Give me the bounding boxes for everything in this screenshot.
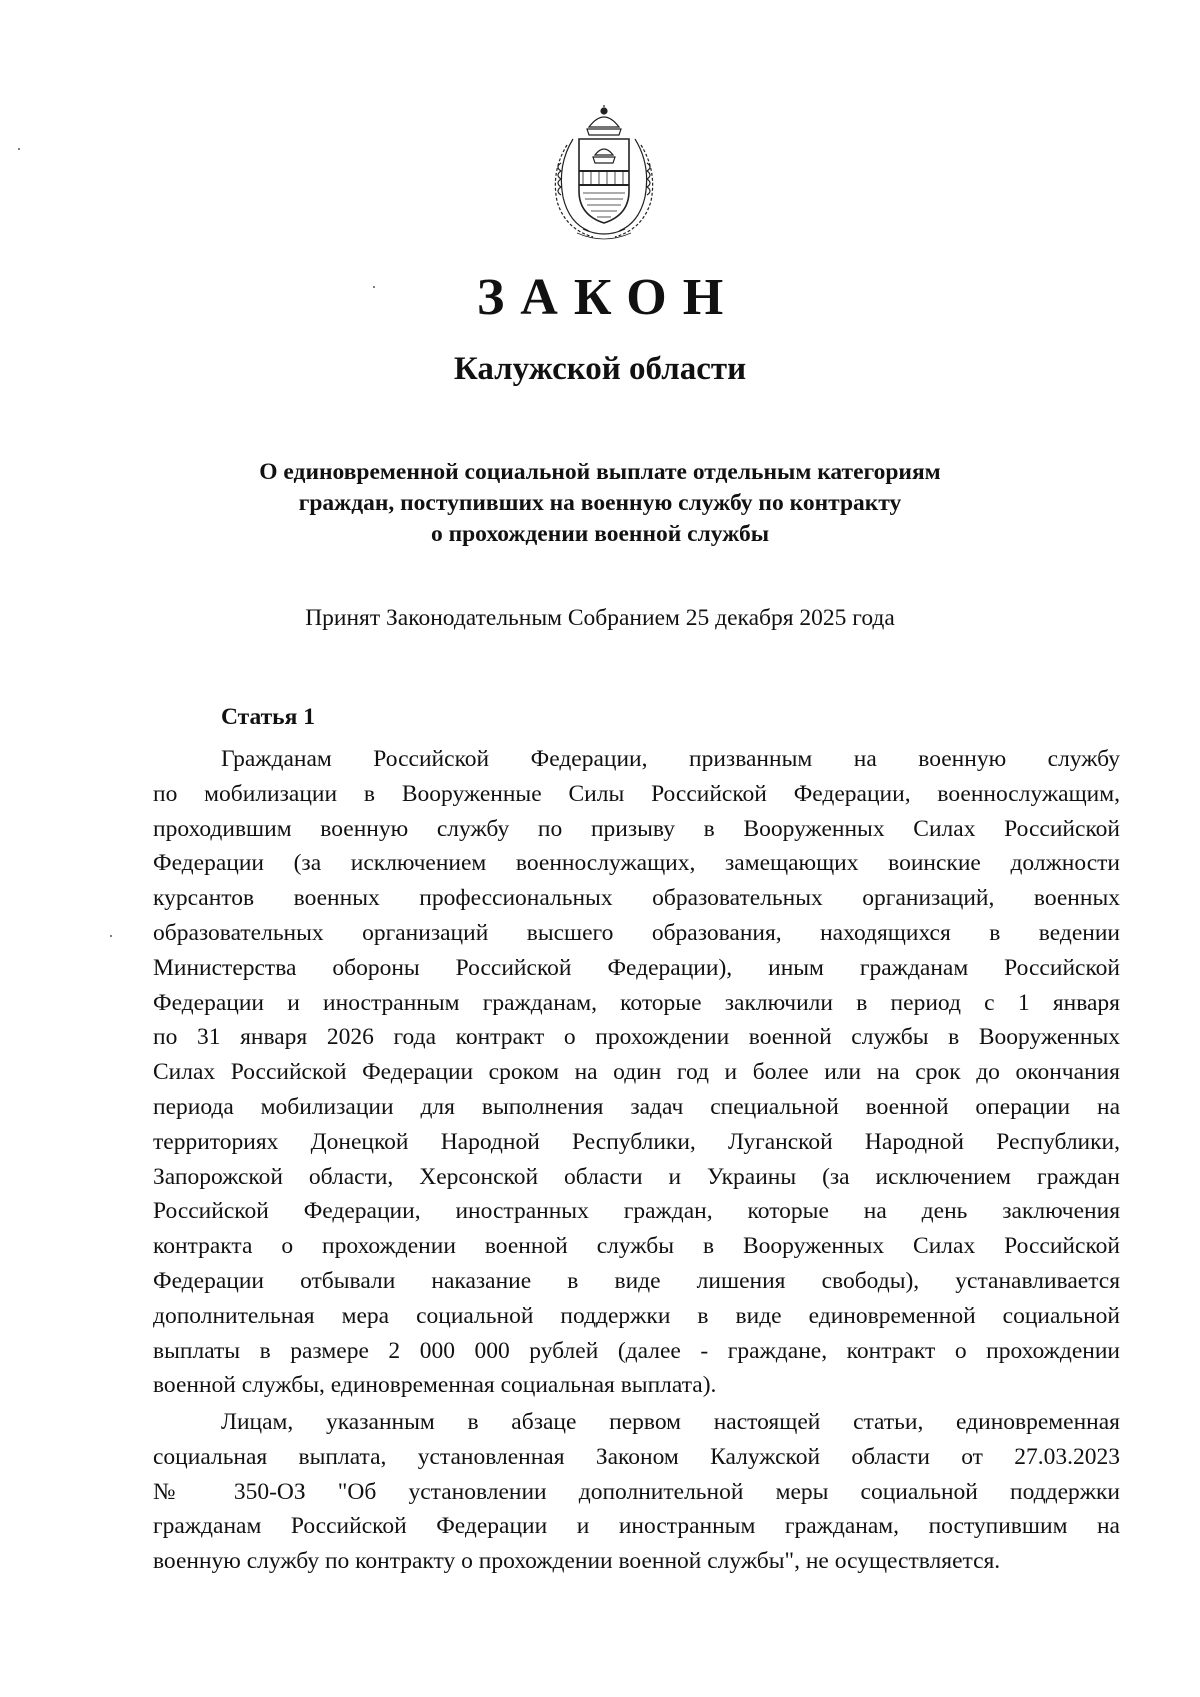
article-heading: Статья 1	[221, 704, 315, 730]
paragraph-line: Российской Федерации, иностранных граждан, которые на день заключения	[153, 1198, 1120, 1225]
paragraph-line: Федерации (за исключением военнослужащих, замещающих воинские должности	[153, 850, 1120, 877]
law-title	[180, 457, 1020, 550]
paragraph-line: Федерации и иностранным гражданам, которые заключили в период с 1 января	[153, 989, 1120, 1016]
paragraph-line: Лицам, указанным в абзаце первом настоящей статьи, единовременная	[221, 1409, 1120, 1435]
paragraph-line: курсантов военных профессиональных образовательных организаций, военных	[153, 885, 1120, 912]
paragraph-line: территориях Донецкой Народной Республики, Луганской Народной Республики,	[153, 1128, 1120, 1155]
paragraph-line: контракта о прохождении военной службы в Вооруженных Силах Российской	[153, 1233, 1120, 1260]
paragraph-line: военную службу по контракту о прохождении военной службы", не осуществляется.	[153, 1548, 1001, 1575]
paragraph-line: по мобилизации в Вооруженные Силы Российской Федерации, военнослужащим,	[153, 780, 1120, 807]
paragraph-line: дополнительная мера социальной поддержки в виде единовременной социальной	[153, 1302, 1120, 1329]
paragraph-line: Силах Российской Федерации сроком на один год и более или на срок до окончания	[153, 1059, 1120, 1086]
paragraph-line: Федерации отбывали наказание в виде лишения свободы), устанавливается	[153, 1267, 1120, 1294]
paragraph-line: Запорожской области, Херсонской области и Украины (за исключением граждан	[153, 1163, 1120, 1190]
paragraph-line: военной службы, единовременная социальная выплата).	[153, 1372, 717, 1399]
paragraph-line: Министерства обороны Российской Федерации), иным гражданам Российской	[153, 954, 1120, 981]
law-title-line: граждан, поступивших на военную службу по контракту	[298, 490, 902, 516]
scan-speck	[373, 286, 375, 288]
paragraph-line: проходившим военную службу по призыву в Вооруженных Силах Российской	[153, 815, 1120, 842]
paragraph-line: образовательных организаций высшего образования, находящихся в ведении	[153, 919, 1120, 946]
law-title-line: О единовременной социальной выплате отдельным категориям	[259, 459, 941, 485]
coat-of-arms-icon	[543, 105, 665, 240]
scan-speck	[18, 148, 20, 150]
paragraph-line: № 350-ОЗ "Об установлении дополнительной меры социальной поддержки	[153, 1478, 1120, 1505]
paragraph-line: периода мобилизации для выполнения задач специальной военной операции на	[153, 1093, 1120, 1120]
paragraph-line: выплаты в размере 2 000 000 рублей (далее - граждане, контракт о прохождении	[153, 1337, 1120, 1364]
region-name: Калужской области	[453, 351, 747, 387]
article-paragraph-1	[153, 742, 1120, 1403]
paragraph-line: по 31 января 2026 года контракт о прохождении военной службы в Вооруженных	[153, 1024, 1120, 1051]
paragraph-line: Гражданам Российской Федерации, призванным на военную службу	[221, 746, 1120, 772]
paragraph-line: социальная выплата, установленная Законом Калужской области от 27.03.2023	[153, 1443, 1120, 1470]
adoption-statement: Принят Законодательным Собранием 25 декабря 2025 года	[305, 605, 895, 631]
scan-speck	[110, 935, 112, 937]
law-heading: ЗАКОН	[476, 269, 740, 326]
paragraph-line: гражданам Российской Федерации и иностранным гражданам, поступившим на	[153, 1513, 1120, 1540]
article-paragraph-2	[153, 1405, 1120, 1579]
law-title-line: о прохождении военной службы	[430, 521, 770, 547]
